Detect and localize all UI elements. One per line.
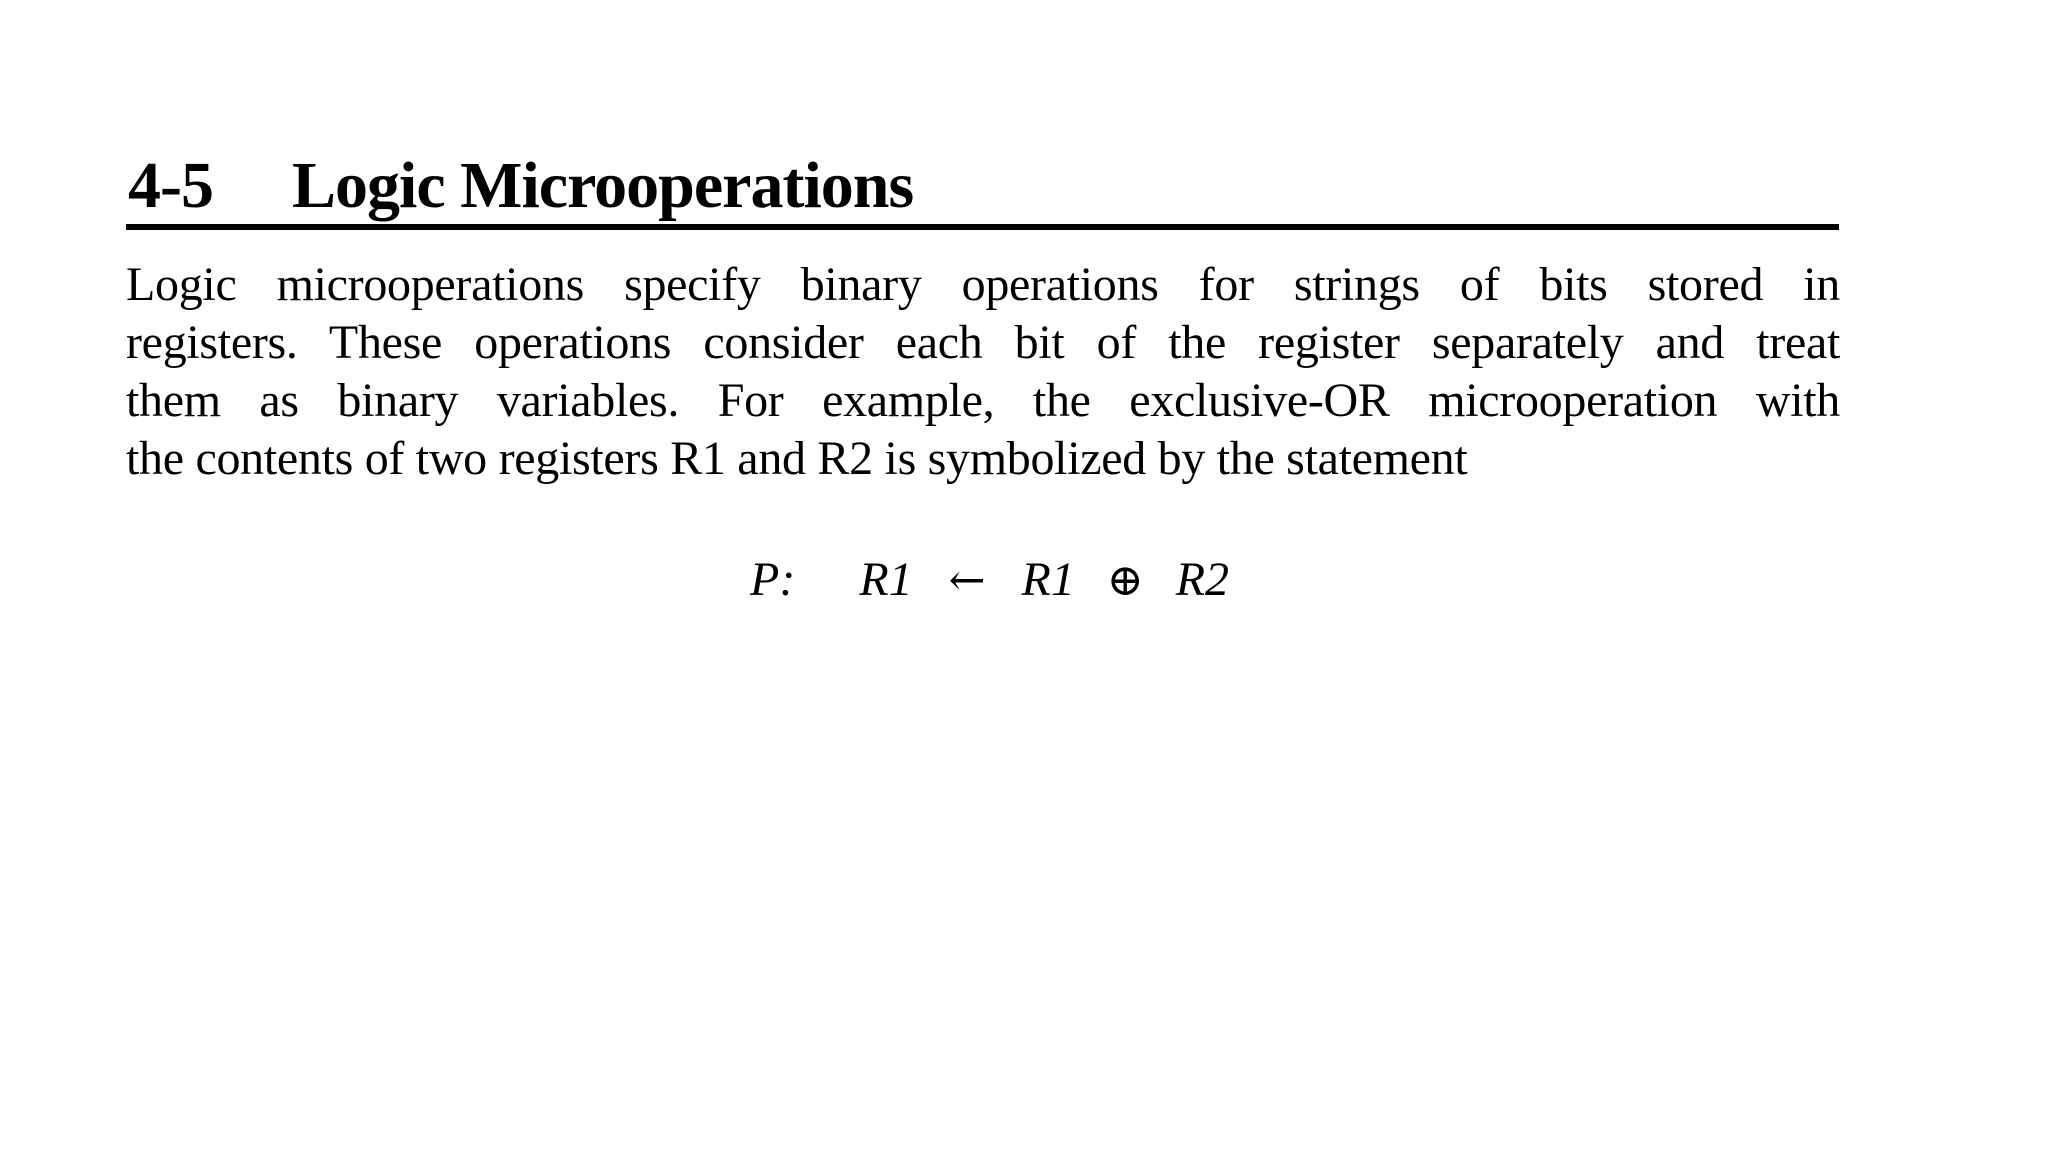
section-number: 4-5 bbox=[128, 149, 213, 222]
equation-destination-register: R1 bbox=[859, 553, 913, 606]
equation-control-label: P: bbox=[750, 553, 796, 606]
body-paragraph bbox=[126, 256, 1840, 488]
equation-left-operand: R1 bbox=[1021, 553, 1075, 606]
equation-right-operand: R2 bbox=[1175, 553, 1230, 606]
paragraph-line: Logic microoperations specify binary operations for strings of bits stored in bbox=[126, 258, 1840, 311]
section-heading bbox=[126, 146, 1839, 230]
register-transfer-statement bbox=[750, 548, 1229, 612]
section-title: Logic Microoperations bbox=[292, 149, 914, 222]
xor-operator: ⊕ bbox=[1106, 555, 1144, 606]
paragraph-line: them as binary variables. For example, the exclusive-OR microoperation with bbox=[126, 374, 1840, 427]
paragraph-line: registers. These operations consider each bit of the register separately and treat bbox=[126, 316, 1840, 369]
transfer-arrow: ← bbox=[948, 555, 986, 606]
paragraph-line: the contents of two registers R1 and R2 is symbolized by the statement bbox=[126, 432, 1468, 485]
